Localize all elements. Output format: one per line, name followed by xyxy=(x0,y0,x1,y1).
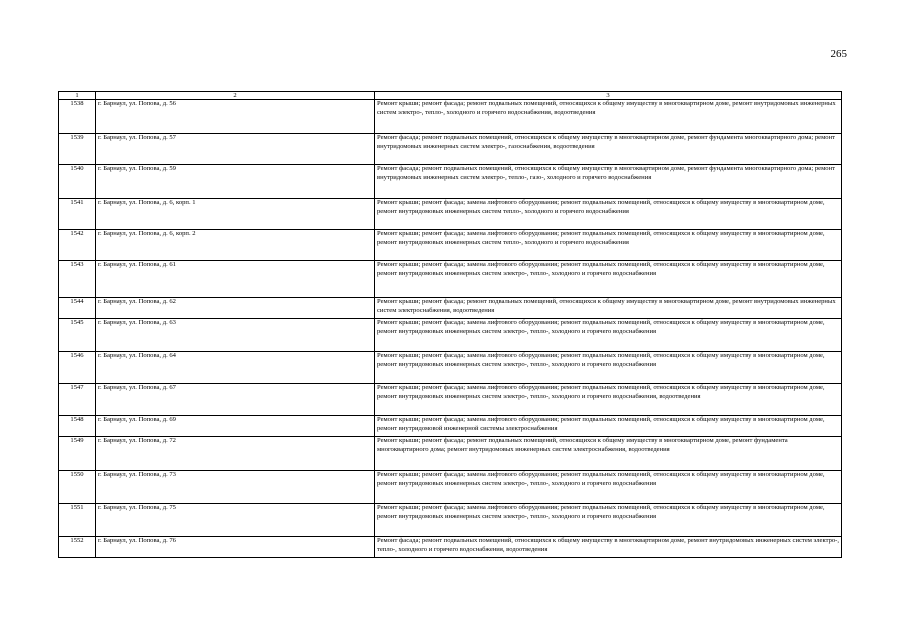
row-address: г. Барнаул, ул. Попова, д. 59 xyxy=(96,165,375,199)
row-address: г. Барнаул, ул. Попова, д. 69 xyxy=(96,416,375,437)
row-address: г. Барнаул, ул. Попова, д. 6, корп. 1 xyxy=(96,199,375,230)
table-row xyxy=(59,416,842,437)
row-address: г. Барнаул, ул. Попова, д. 75 xyxy=(96,504,375,537)
row-works: Ремонт фасада; ремонт подвальных помещений, относящихся к общему имуществу в многоквартирном доме, ремонт фундамента многоквартирного дома; ремонт внутридомовых инженерных систем электро-, газоснабжения, водоотведения xyxy=(375,134,842,165)
row-works: Ремонт крыши; ремонт фасада; замена лифтового оборудования; ремонт подвальных помещений, относящихся к общему имуществу в многоквартирном доме, ремонт внутридомовых инженерных систем тепло-, холодного и горячего водоснабжения xyxy=(375,230,842,261)
row-number: 1539 xyxy=(59,134,96,165)
table-row xyxy=(59,504,842,537)
row-works: Ремонт крыши; ремонт фасада; замена лифтового оборудования; ремонт подвальных помещений, относящихся к общему имуществу в многоквартирном доме, ремонт внутридомовой инженерной системы электроснабжения xyxy=(375,416,842,437)
row-works: Ремонт крыши; ремонт фасада; ремонт подвальных помещений, относящихся к общему имуществу в многоквартирном доме, ремонт внутридомовых инженерных систем электроснабжения, водоотведения xyxy=(375,298,842,319)
row-address: г. Барнаул, ул. Попова, д. 73 xyxy=(96,471,375,504)
row-number: 1552 xyxy=(59,537,96,558)
table-row xyxy=(59,261,842,298)
row-address: г. Барнаул, ул. Попова, д. 76 xyxy=(96,537,375,558)
header-row xyxy=(59,92,842,100)
table-row xyxy=(59,134,842,165)
row-number: 1550 xyxy=(59,471,96,504)
row-number: 1546 xyxy=(59,352,96,384)
row-number: 1540 xyxy=(59,165,96,199)
row-address: г. Барнаул, ул. Попова, д. 56 xyxy=(96,100,375,134)
table-row xyxy=(59,471,842,504)
row-works: Ремонт крыши; ремонт фасада; замена лифтового оборудования; ремонт подвальных помещений, относящихся к общему имуществу в многоквартирном доме, ремонт внутридомовых инженерных систем электро-, тепло-, холодного и горячего водоснабжения xyxy=(375,471,842,504)
row-number: 1548 xyxy=(59,416,96,437)
row-works: Ремонт крыши; ремонт фасада; ремонт подвальных помещений, относящихся к общему имуществу в многоквартирном доме, ремонт фундамента многоквартирного дома; ремонт внутридомовых инженерных систем электроснабжения, водоотведения xyxy=(375,437,842,471)
row-number: 1541 xyxy=(59,199,96,230)
row-address: г. Барнаул, ул. Попова, д. 62 xyxy=(96,298,375,319)
row-address: г. Барнаул, ул. Попова, д. 63 xyxy=(96,319,375,352)
table-row xyxy=(59,298,842,319)
row-works: Ремонт крыши; ремонт фасада; замена лифтового оборудования; ремонт подвальных помещений, относящихся к общему имуществу в многоквартирном доме, ремонт внутридомовых инженерных систем электро-, тепло-, холодного и горячего водоснабжения xyxy=(375,261,842,298)
row-works: Ремонт фасада; ремонт подвальных помещений, относящихся к общему имуществу в многоквартирном доме, ремонт фундамента многоквартирного дома; ремонт внутридомовых инженерных систем электро-, тепло-, газо-, холодного и горячего водоснабжения xyxy=(375,165,842,199)
row-number: 1551 xyxy=(59,504,96,537)
row-address: г. Барнаул, ул. Попова, д. 57 xyxy=(96,134,375,165)
column-header-works: 3 xyxy=(375,92,842,100)
row-number: 1543 xyxy=(59,261,96,298)
row-works: Ремонт фасада; ремонт подвальных помещений, относящихся к общему имуществу в многоквартирном доме, ремонт внутридомовых инженерных систем электро-, тепло-, холодного и горячего водоснабжения, водоотведения xyxy=(375,537,842,558)
column-header-number: 1 xyxy=(59,92,96,100)
table-row xyxy=(59,165,842,199)
table-row xyxy=(59,437,842,471)
row-works: Ремонт крыши; ремонт фасада; замена лифтового оборудования; ремонт подвальных помещений, относящихся к общему имуществу в многоквартирном доме, ремонт внутридомовых инженерных систем электро-, тепло-, холодного и горячего водоснабжения xyxy=(375,352,842,384)
row-number: 1542 xyxy=(59,230,96,261)
row-works: Ремонт крыши; ремонт фасада; замена лифтового оборудования; ремонт подвальных помещений, относящихся к общему имуществу в многоквартирном доме, ремонт внутридомовых инженерных систем электро-, тепло-, холодного и горячего водоснабжения, водоотведения xyxy=(375,384,842,416)
table-row xyxy=(59,319,842,352)
row-number: 1538 xyxy=(59,100,96,134)
row-address: г. Барнаул, ул. Попова, д. 64 xyxy=(96,352,375,384)
register-table xyxy=(58,91,842,558)
table-row xyxy=(59,230,842,261)
row-number: 1549 xyxy=(59,437,96,471)
page-number: 265 xyxy=(830,48,847,60)
row-number: 1545 xyxy=(59,319,96,352)
table-row xyxy=(59,352,842,384)
row-works: Ремонт крыши; ремонт фасада; замена лифтового оборудования; ремонт подвальных помещений, относящихся к общему имуществу в многоквартирном доме, ремонт внутридомовых инженерных систем электро-, тепло-, холодного и горячего водоснабжения xyxy=(375,319,842,352)
row-address: г. Барнаул, ул. Попова, д. 67 xyxy=(96,384,375,416)
row-number: 1547 xyxy=(59,384,96,416)
row-address: г. Барнаул, ул. Попова, д. 61 xyxy=(96,261,375,298)
table-row xyxy=(59,384,842,416)
column-header-address: 2 xyxy=(96,92,375,100)
row-works: Ремонт крыши; ремонт фасада; замена лифтового оборудования; ремонт подвальных помещений, относящихся к общему имуществу в многоквартирном доме, ремонт внутридомовых инженерных систем электро-, тепло-, холодного и горячего водоснабжения xyxy=(375,504,842,537)
table-row xyxy=(59,100,842,134)
table-row xyxy=(59,537,842,558)
row-works: Ремонт крыши; ремонт фасада; ремонт подвальных помещений, относящихся к общему имуществу в многоквартирном доме, ремонт внутридомовых инженерных систем электро-, тепло-, холодного и горячего водоснабжения, водоотведения xyxy=(375,100,842,134)
row-address: г. Барнаул, ул. Попова, д. 6, корп. 2 xyxy=(96,230,375,261)
row-number: 1544 xyxy=(59,298,96,319)
row-works: Ремонт крыши; ремонт фасада; замена лифтового оборудования; ремонт подвальных помещений, относящихся к общему имуществу в многоквартирном доме, ремонт внутридомовых инженерных систем тепло-, холодного и горячего водоснабжения xyxy=(375,199,842,230)
row-address: г. Барнаул, ул. Попова, д. 72 xyxy=(96,437,375,471)
table-row xyxy=(59,199,842,230)
